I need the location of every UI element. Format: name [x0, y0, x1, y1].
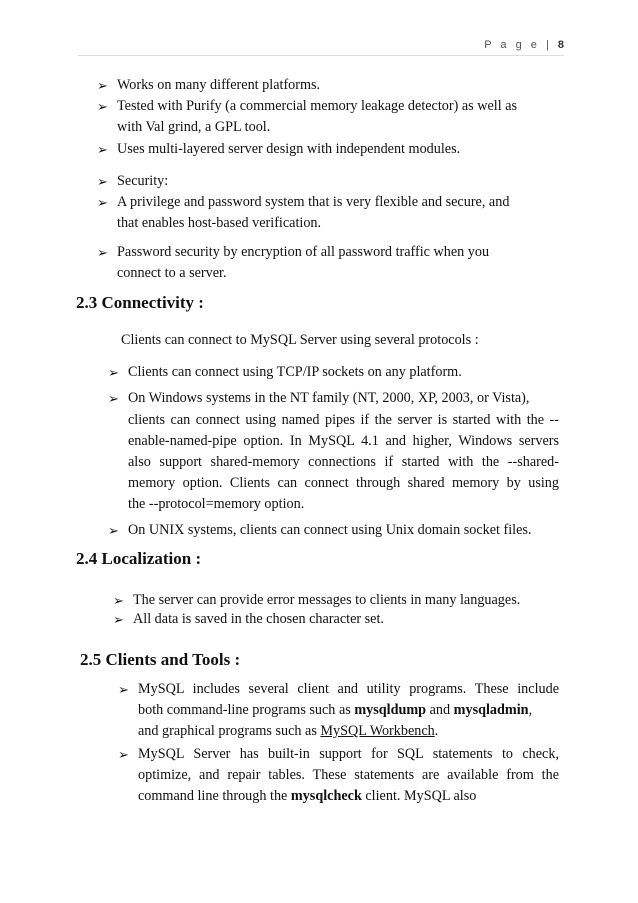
arrow-bullet-icon: ➢: [97, 78, 108, 93]
command-name: mysqldump: [354, 702, 427, 718]
page-label: P a g e |: [484, 39, 552, 51]
arrow-bullet-icon: ➢: [108, 391, 119, 406]
command-name: mysqladmin: [453, 702, 529, 718]
arrow-bullet-icon: ➢: [97, 99, 108, 114]
list-item: ➢ Tested with Purify (a commercial memory leakage detector) as well as: [117, 96, 517, 117]
list-item: ➢ All data is saved in the chosen character set.: [133, 609, 384, 630]
page-header: [484, 39, 564, 51]
list-item-continuation: memory option. Clients can connect through shared memory by using: [128, 475, 559, 491]
list-item-continuation: optimize, and repair tables. These statements are available from the: [138, 767, 559, 783]
command-name: mysqlcheck: [290, 788, 362, 804]
list-item: ➢ Clients can connect using TCP/IP sockets on any platform.: [128, 362, 462, 383]
list-item-continuation: and graphical programs such as MySQL Workbench.: [138, 723, 439, 739]
section-intro: Clients can connect to MySQL Server using several protocols :: [121, 332, 479, 348]
list-item: ➢ A privilege and password system that is very flexible and secure, and: [117, 192, 509, 213]
arrow-bullet-icon: ➢: [108, 523, 119, 538]
arrow-bullet-icon: ➢: [108, 365, 119, 380]
list-item: ➢ Password security by encryption of all password traffic when you: [117, 242, 489, 263]
list-item: ➢ The server can provide error messages to clients in many languages.: [133, 590, 520, 611]
page-number: 8: [557, 39, 564, 51]
arrow-bullet-icon: ➢: [97, 174, 108, 189]
list-item-continuation: clients can connect using named pipes if the server is started with the --: [128, 412, 559, 428]
arrow-bullet-icon: ➢: [97, 195, 108, 210]
list-item: ➢ Works on many different platforms.: [117, 75, 320, 96]
list-item-continuation: enable-named-pipe option. In MySQL 4.1 and higher, Windows servers: [128, 433, 559, 449]
section-heading: 2.4 Localization :: [76, 549, 202, 568]
arrow-bullet-icon: ➢: [113, 593, 124, 608]
list-item-continuation: that enables host-based verification.: [117, 215, 322, 231]
arrow-bullet-icon: ➢: [118, 682, 129, 697]
arrow-bullet-icon: ➢: [118, 747, 129, 762]
arrow-bullet-icon: ➢: [113, 612, 124, 627]
list-item: ➢ MySQL Server has built-in support for SQL statements to check,: [138, 744, 559, 765]
header-divider: [78, 55, 564, 56]
list-item-continuation: also support shared-memory connections if started with the --shared-: [128, 454, 559, 470]
list-item-continuation: both command-line programs such as mysqldump and mysqladmin,: [138, 702, 533, 718]
section-heading: 2.5 Clients and Tools :: [80, 650, 241, 669]
list-item: ➢ MySQL includes several client and utility programs. These include: [138, 679, 559, 700]
list-item: ➢ Uses multi-layered server design with independent modules.: [117, 139, 460, 160]
list-item-continuation: with Val grind, a GPL tool.: [117, 119, 271, 135]
arrow-bullet-icon: ➢: [97, 142, 108, 157]
list-item: ➢ On UNIX systems, clients can connect using Unix domain socket files.: [128, 520, 531, 541]
list-item: ➢ On Windows systems in the NT family (NT, 2000, XP, 2003, or Vista),: [128, 388, 529, 409]
list-item-continuation: connect to a server.: [117, 265, 227, 281]
list-item-continuation: the --protocol=memory option.: [128, 496, 305, 512]
section-heading: 2.3 Connectivity :: [76, 293, 204, 312]
list-item-continuation: command line through the mysqlcheck client. MySQL also: [138, 788, 477, 804]
list-item: ➢ Security:: [117, 171, 168, 192]
arrow-bullet-icon: ➢: [97, 245, 108, 260]
mysql-workbench-link[interactable]: MySQL Workbench: [320, 723, 435, 739]
